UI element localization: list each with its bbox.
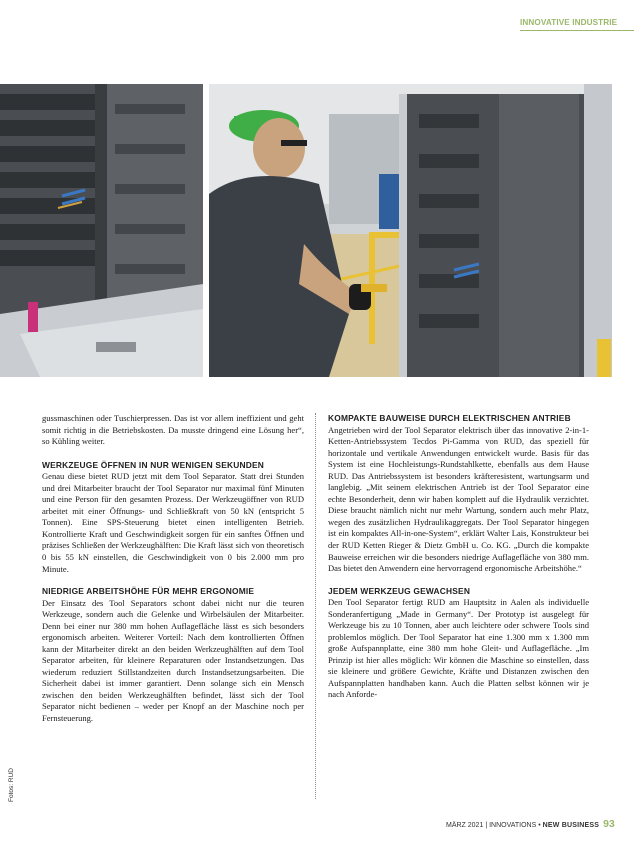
photo-tool-plates-closeup — [0, 84, 203, 377]
footer-separator: | — [485, 822, 488, 829]
photo-worker-tool-separator — [209, 84, 612, 377]
footer-bullet: • — [538, 822, 541, 829]
heading-jedem-werkzeug: JEDEM WERKZEUG GEWACHSEN — [328, 585, 471, 596]
footer-section: NEW BUSINESS — [542, 822, 600, 829]
heading-werkzeuge-oeffnen: WERKZEUGE ÖFFNEN IN NUR WENIGEN SEKUNDEN — [42, 459, 265, 470]
heading-kompakte-bauweise: KOMPAKTE BAUWEISE DURCH ELEKTRISCHEN ANTRIEB — [328, 413, 571, 423]
photo-credit: Fotos: RUD — [8, 768, 15, 802]
intro-paragraph: gussmaschinen oder Tuschierpressen. Das ist vor allem ineffizient und geht somit richtig in die Betriebskosten. Da musste dringend eine Lösung her“, so Kühling weiter. — [42, 413, 304, 447]
paragraph-ergonomie: Der Einsatz des Tool Separators schont dabei nicht nur die teuren Werkzeuge, sondern auch die Gelenke und Wirbelsäulen der Mitarbeiter. Denn bei einer nur 380 mm hohen Auflagefläche lässt es sich besonders ergonomisch arbeiten. Weiterer Vorteil: Nach dem kontrollierten Öffnen kann der Mitarbeiter direkt an den beiden Werkzeughälften auf dem Tool Separator arbeiten, für kleinere Reparaturen oder Instandsetzungen. Das wiederum reduziert Stillstandzeiten durch Instandsetzungsarbeiten. Die Sicherheit dabei ist immer garantiert. Denn solange sich ein Mensch zwischen den beiden Werkzeughälften befindet, lässt sich der Tool Separator nicht bedienen – weder per Knopf an der Maschine noch per Fernsteuerung. — [42, 597, 304, 724]
left-column — [42, 413, 304, 725]
footer-issue: MÄRZ 2021 — [446, 822, 484, 829]
footer-magazine: INNOVATIONS — [489, 822, 537, 829]
paragraph-werkzeuge-oeffnen: Genau diese bietet RUD jetzt mit dem Tool Separator. Statt drei Stunden und drei Mitarbeiter braucht der Tool Separator nur maximal fünf Minuten und eine Person für den gesamten Prozess. Der Werkzeugöffner von RUD arbeitet mit einer Öffnungs- und Schließkraft von 50 kN (entspricht 5 Tonnen). Eine SPS-Steuerung bietet einen intelligenten Betrieb. Kontrollierte Kraft und Geschwindigkeit sorgen für ein sanftes Öffnen und präzises Schließen der Werkzeughälften: Die Kraft lässt sich von theoretisch 0 bis 55 kN einstellen, die Geschwindigkeit von 0 bis 2.000 mm pro Minute. — [42, 471, 304, 574]
column-divider — [315, 413, 316, 799]
page-number: 93 — [603, 818, 615, 830]
right-column — [328, 413, 589, 701]
paragraph-kompakte-bauweise: Angetrieben wird der Tool Separator elektrisch über das innovative 2-in-1-Ketten-Antriebssystem Tecdos Pi-Gamma von RUD, das speziell für horizontale und vertikale Anwendungen entwickelt wurde. Basis für das System ist eine Hochleistungs-Rundstahlkette, ebenfalls aus dem Hause RUD. Das Antriebssystem ist besonders kräfteresistent, wartungsarm und langlebig. „Mit seinem elektrischen Antrieb ist der Tool Separator eine echte Besonderheit, denn wir haben komplett auf die Hydraulik verzichtet. Diese braucht nämlich nicht nur mehr Wartung, sondern auch mehr Platz, wegen des zusätzlichen Hydraulikaggregats. Der Tool Separator hingegen ist ein kompaktes All-in-one-System“, erklärt Walter Lais, Konstrukteur bei der RUD Ketten Rieger & Dietz GmbH u. Co. KG. „Durch die kompakte Bauweise erreichen wir die besonders niedrige Auflagefläche von 380 mm. Das bietet den Anwendern eine hervorragend ergonomische Arbeitshöhe.“ — [328, 424, 589, 574]
page-footer — [446, 818, 615, 830]
section-tag: INNOVATIVE INDUSTRIE — [520, 18, 634, 31]
paragraph-jedem-werkzeug: Den Tool Separator fertigt RUD am Hauptsitz in Aalen als individuelle Sonderanfertigung „Made in Germany“. Der Prototyp ist ausgelegt für Werkzeuge bis zu 10 Tonnen, aber auch leichtere oder schwere Tools sind problemlos möglich. Der Tool Separator hat eine 1.300 mm x 1.300 mm große Aufspannplatte, eine 380 mm hohe Gleit- und Auflagefläche. „Im Prinzip ist hier alles möglich: Wir können die Maschine so einstellen, dass sie kleinere und größere Gewichte, Kräfte und Distanzen zwischen den Aufspannplatten handhaben kann. Auch die Platten selbst können wir je nach Anforde- — [328, 597, 589, 700]
heading-ergonomie: NIEDRIGE ARBEITSHÖHE FÜR MEHR ERGONOMIE — [42, 586, 255, 597]
